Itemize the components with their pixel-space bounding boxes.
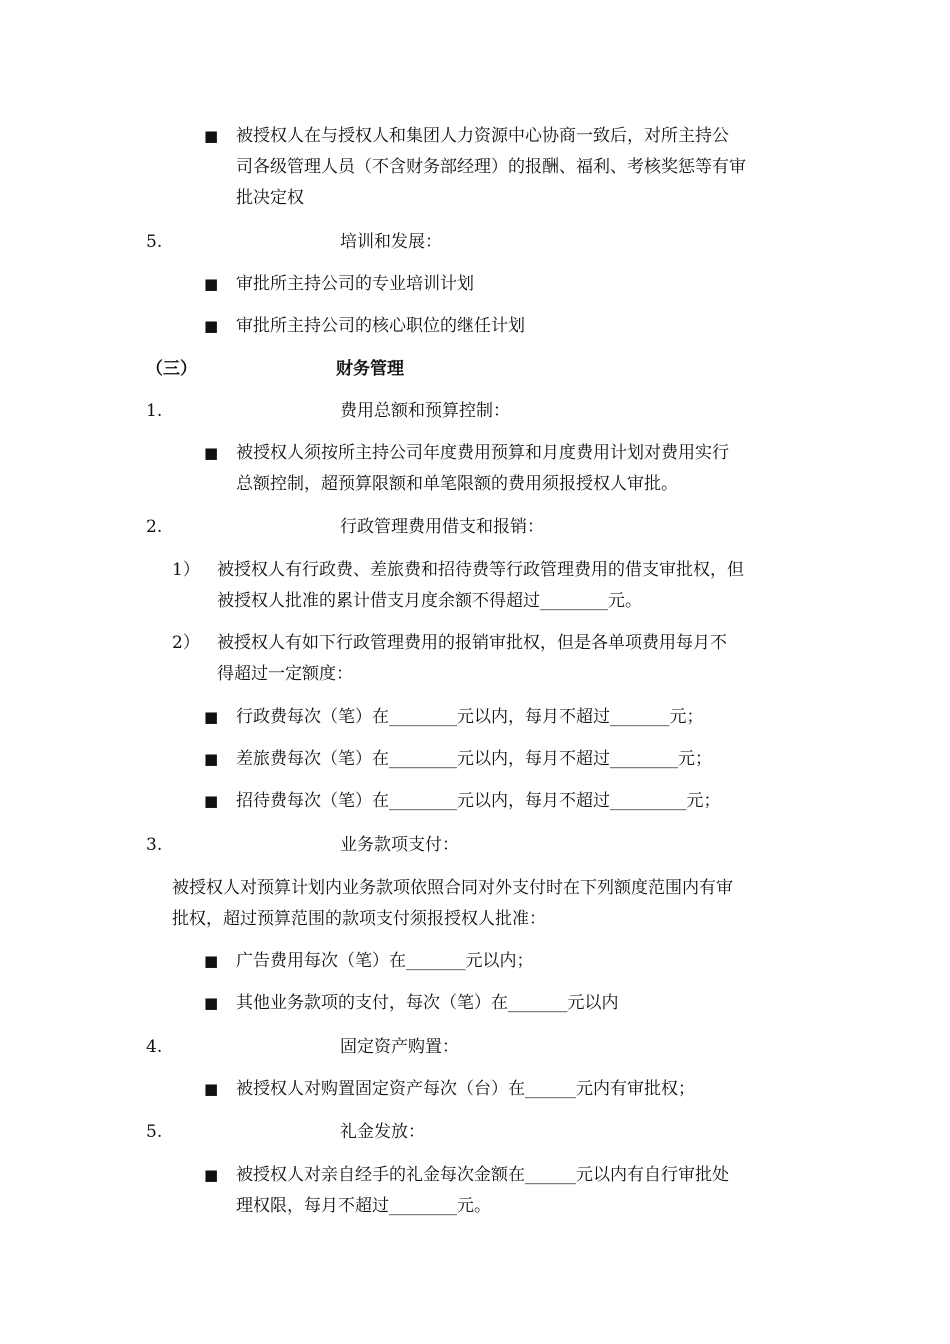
bullet-4-line-2: 总额控制，超预算限额和单笔限额的费用须报授权人审批。 xyxy=(236,474,678,494)
section-3-title: 财务管理 xyxy=(336,359,404,379)
bullet-icon: ■ xyxy=(204,317,219,335)
finance-3-title: 业务款项支付： xyxy=(340,835,459,855)
sub-item-1-line-2: 被授权人批准的累计借支月度余额不得超过________元。 xyxy=(217,591,642,611)
section-5-number: 5. xyxy=(146,232,163,252)
bullet-10-text: 被授权人对购置固定资产每次（台）在______元内有审批权； xyxy=(236,1079,695,1099)
bullet-icon: ■ xyxy=(204,1166,219,1184)
finance-2-title: 行政管理费用借支和报销： xyxy=(340,517,544,537)
bullet-7-text: 招待费每次（笔）在________元以内，每月不超过_________元； xyxy=(236,791,721,811)
bullet-11-line-1: 被授权人对亲自经手的礼金每次金额在______元以内有自行审批处 xyxy=(236,1165,729,1185)
bullet-icon: ■ xyxy=(204,792,219,810)
finance-5-title: 礼金发放： xyxy=(340,1122,425,1142)
bullet-1-line-2: 司各级管理人员（不含财务部经理）的报酬、福利、考核奖惩等有审 xyxy=(236,157,746,177)
sub-item-1-number: 1） xyxy=(172,560,200,580)
bullet-5-text: 行政费每次（笔）在________元以内，每月不超过_______元； xyxy=(236,707,704,727)
finance-4-number: 4. xyxy=(146,1037,163,1057)
sub-item-1-line-1: 被授权人有行政费、差旅费和招待费等行政管理费用的借支审批权，但 xyxy=(217,560,744,580)
bullet-4-line-1: 被授权人须按所主持公司年度费用预算和月度费用计划对费用实行 xyxy=(236,443,729,463)
bullet-3-text: 审批所主持公司的核心职位的继任计划 xyxy=(236,316,525,336)
sub-item-2-number: 2） xyxy=(172,633,200,653)
bullet-1-line-1: 被授权人在与授权人和集团人力资源中心协商一致后，对所主持公 xyxy=(236,126,729,146)
bullet-icon: ■ xyxy=(204,994,219,1012)
finance-5-number: 5. xyxy=(146,1122,163,1142)
bullet-8-text: 广告费用每次（笔）在_______元以内； xyxy=(236,951,534,971)
bullet-icon: ■ xyxy=(204,952,219,970)
paragraph-line-1: 被授权人对预算计划内业务款项依照合同对外支付时在下列额度范围内有审 xyxy=(172,878,733,898)
bullet-icon: ■ xyxy=(204,275,219,293)
sub-item-2-line-2: 得超过一定额度： xyxy=(217,664,353,684)
finance-2-number: 2. xyxy=(146,517,163,537)
bullet-icon: ■ xyxy=(204,750,219,768)
bullet-icon: ■ xyxy=(204,1080,219,1098)
bullet-9-text: 其他业务款项的支付，每次（笔）在_______元以内 xyxy=(236,993,619,1013)
finance-1-title: 费用总额和预算控制： xyxy=(340,401,510,421)
sub-item-2-line-1: 被授权人有如下行政管理费用的报销审批权，但是各单项费用每月不 xyxy=(217,633,727,653)
bullet-icon: ■ xyxy=(204,444,219,462)
bullet-1-line-3: 批决定权 xyxy=(236,188,304,208)
finance-1-number: 1. xyxy=(146,401,163,421)
section-3-number: （三） xyxy=(146,359,197,379)
bullet-icon: ■ xyxy=(204,708,219,726)
finance-3-number: 3. xyxy=(146,835,163,855)
finance-4-title: 固定资产购置： xyxy=(340,1037,459,1057)
paragraph-line-2: 批权，超过预算范围的款项支付须报授权人批准： xyxy=(172,909,546,929)
bullet-11-line-2: 理权限，每月不超过________元。 xyxy=(236,1196,491,1216)
bullet-6-text: 差旅费每次（笔）在________元以内，每月不超过________元； xyxy=(236,749,712,769)
bullet-icon: ■ xyxy=(204,127,219,145)
section-5-title: 培训和发展： xyxy=(340,232,442,252)
bullet-2-text: 审批所主持公司的专业培训计划 xyxy=(236,274,474,294)
